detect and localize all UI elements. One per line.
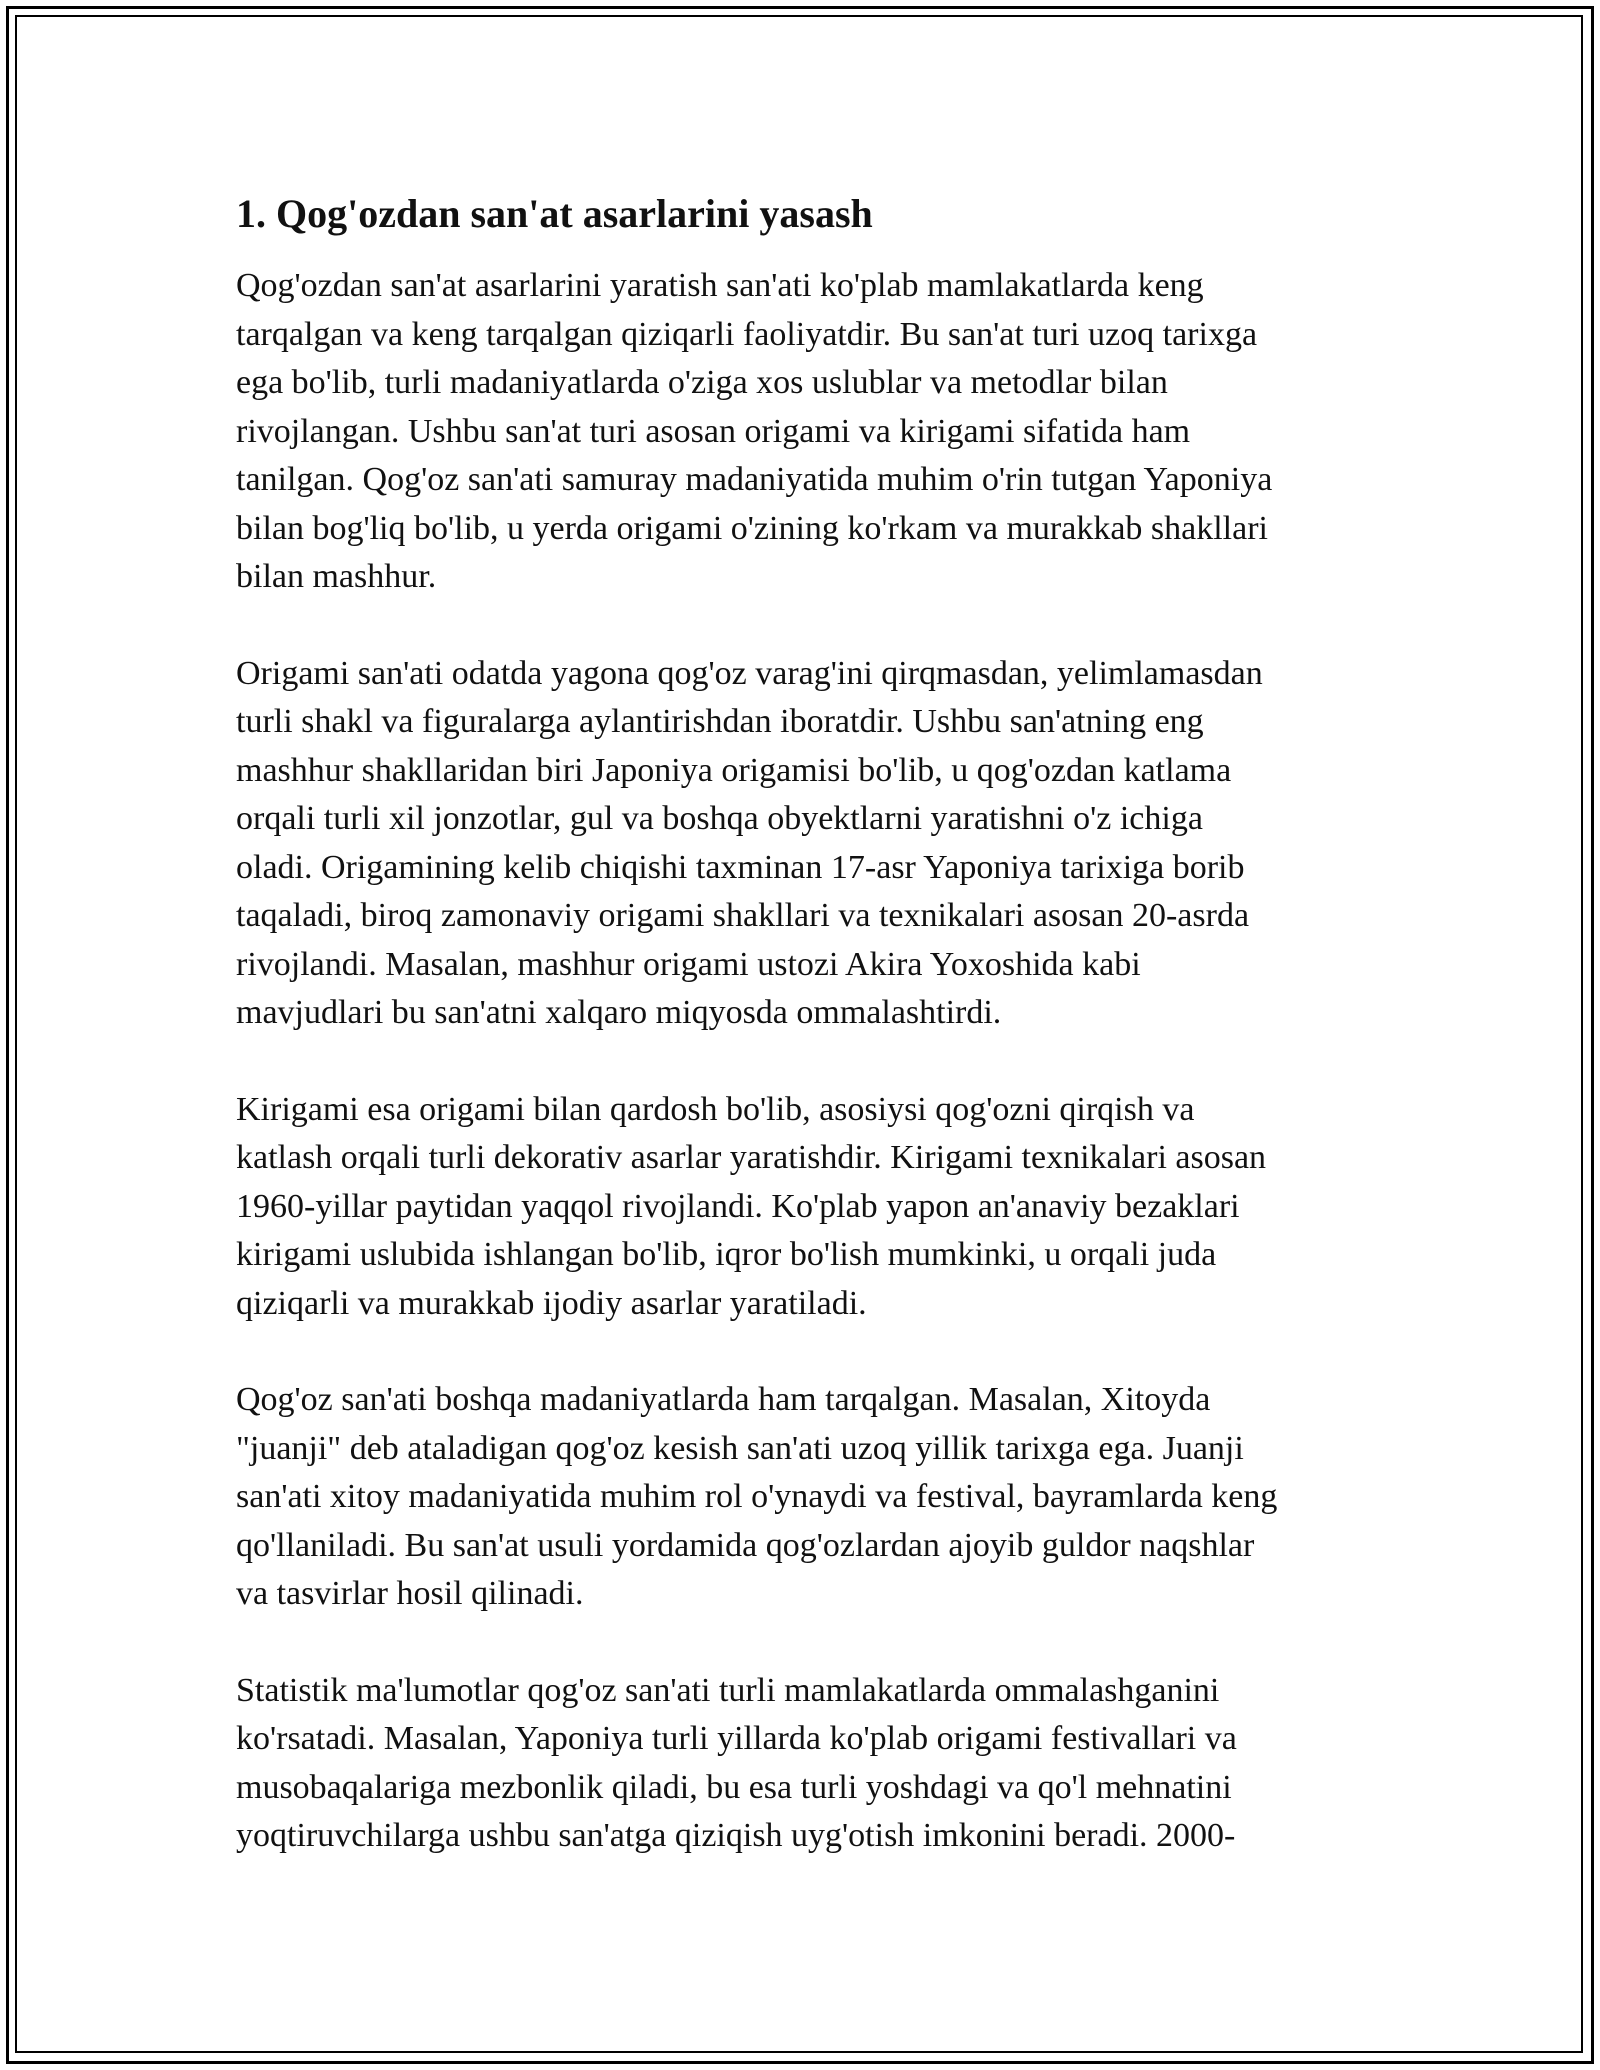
document-body [236,186,1376,1909]
text-line: qo'llaniladi. Bu san'at usuli yordamida qog'ozlardan ajoyib guldor naqshlar [236,1526,1255,1564]
text-line: Kirigami esa origami bilan qardosh bo'lib, asosiysi qog'ozni qirqish va [236,1090,1195,1128]
text-line: 1960-yillar paytidan yaqqol rivojlandi. Ko'plab yapon an'anaviy bezaklari [236,1187,1240,1225]
text-line: tanilgan. Qog'oz san'ati samuray madaniyatida muhim o'rin tutgan Yaponiya [236,461,1273,498]
text-line: katlash orqali turli dekorativ asarlar yaratishdir. Kirigami texnikalari asosan [236,1139,1267,1176]
text-line: Qog'ozdan san'at asarlarini yaratish san'ati ko'plab mamlakatlarda keng [236,267,1204,304]
text-line: musobaqalariga mezbonlik qiladi, bu esa turli yoshdagi va qo'l mehnatini [236,1768,1232,1806]
text-line: yoqtiruvchilarga ushbu san'atga qiziqish uyg'otish imkonini beradi. 2000- [236,1817,1236,1854]
text-line: Qog'oz san'ati boshqa madaniyatlarda ham tarqalgan. Masalan, Xitoyda [236,1381,1211,1418]
text-line: turli shakl va figuralarga aylantirishdan iboratdir. Ushbu san'atning eng [236,703,1204,740]
paragraph-5 [236,1667,1376,1861]
text-line: va tasvirlar hosil qilinadi. [236,1575,584,1612]
text-line: bilan bog'liq bo'lib, u yerda origami o'zining ko'rkam va murakkab shakllari [236,509,1268,547]
paragraph-3 [236,1086,1376,1329]
text-line: rivojlangan. Ushbu san'at turi asosan origami va kirigami sifatida ham [236,412,1191,450]
text-line: mavjudlari bu san'atni xalqaro miqyosda ommalashtirdi. [236,994,1002,1031]
text-line: orqali turli xil jonzotlar, gul va boshqa obyektlarni yaratishni o'z ichiga [236,800,1203,837]
text-line: kirigami uslubida ishlangan bo'lib, iqror bo'lish mumkinki, u orqali juda [236,1236,1217,1273]
section-heading: 1. Qog'ozdan san'at asarlarini yasash [236,191,873,236]
text-line: san'ati xitoy madaniyatida muhim rol o'ynaydi va festival, bayramlarda keng [236,1478,1278,1515]
text-line: bilan mashhur. [236,558,437,595]
text-line: taqaladi, biroq zamonaviy origami shakllari va texnikalari asosan 20-asrda [236,897,1250,934]
text-line: "juanji" deb ataladigan qog'oz kesish san'ati uzoq yillik tarixga ega. Juanji [236,1429,1244,1467]
text-line: oladi. Origamining kelib chiqishi taxminan 17-asr Yaponiya tarixiga borib [236,848,1245,886]
text-line: ko'rsatadi. Masalan, Yaponiya turli yillarda ko'plab origami festivallari va [236,1720,1237,1757]
paragraph-2 [236,650,1376,1038]
text-line: qiziqarli va murakkab ijodiy asarlar yaratiladi. [236,1284,867,1322]
paragraph-4 [236,1376,1376,1619]
paragraph-1 [236,262,1376,602]
text-line: mashhur shakllaridan biri Japoniya origamisi bo'lib, u qog'ozdan katlama [236,751,1232,789]
text-line: Statistik ma'lumotlar qog'oz san'ati turli mamlakatlarda ommalashganini [236,1671,1220,1709]
text-line: tarqalgan va keng tarqalgan qiziqarli faoliyatdir. Bu san'at turi uzoq tarixga [236,315,1258,353]
text-line: Origami san'ati odatda yagona qog'oz varag'ini qirqmasdan, yelimlamasdan [236,654,1263,692]
text-line: ega bo'lib, turli madaniyatlarda o'ziga xos uslublar va metodlar bilan [236,364,1168,401]
text-line: rivojlandi. Masalan, mashhur origami ustozi Akira Yoxoshida kabi [236,945,1141,983]
